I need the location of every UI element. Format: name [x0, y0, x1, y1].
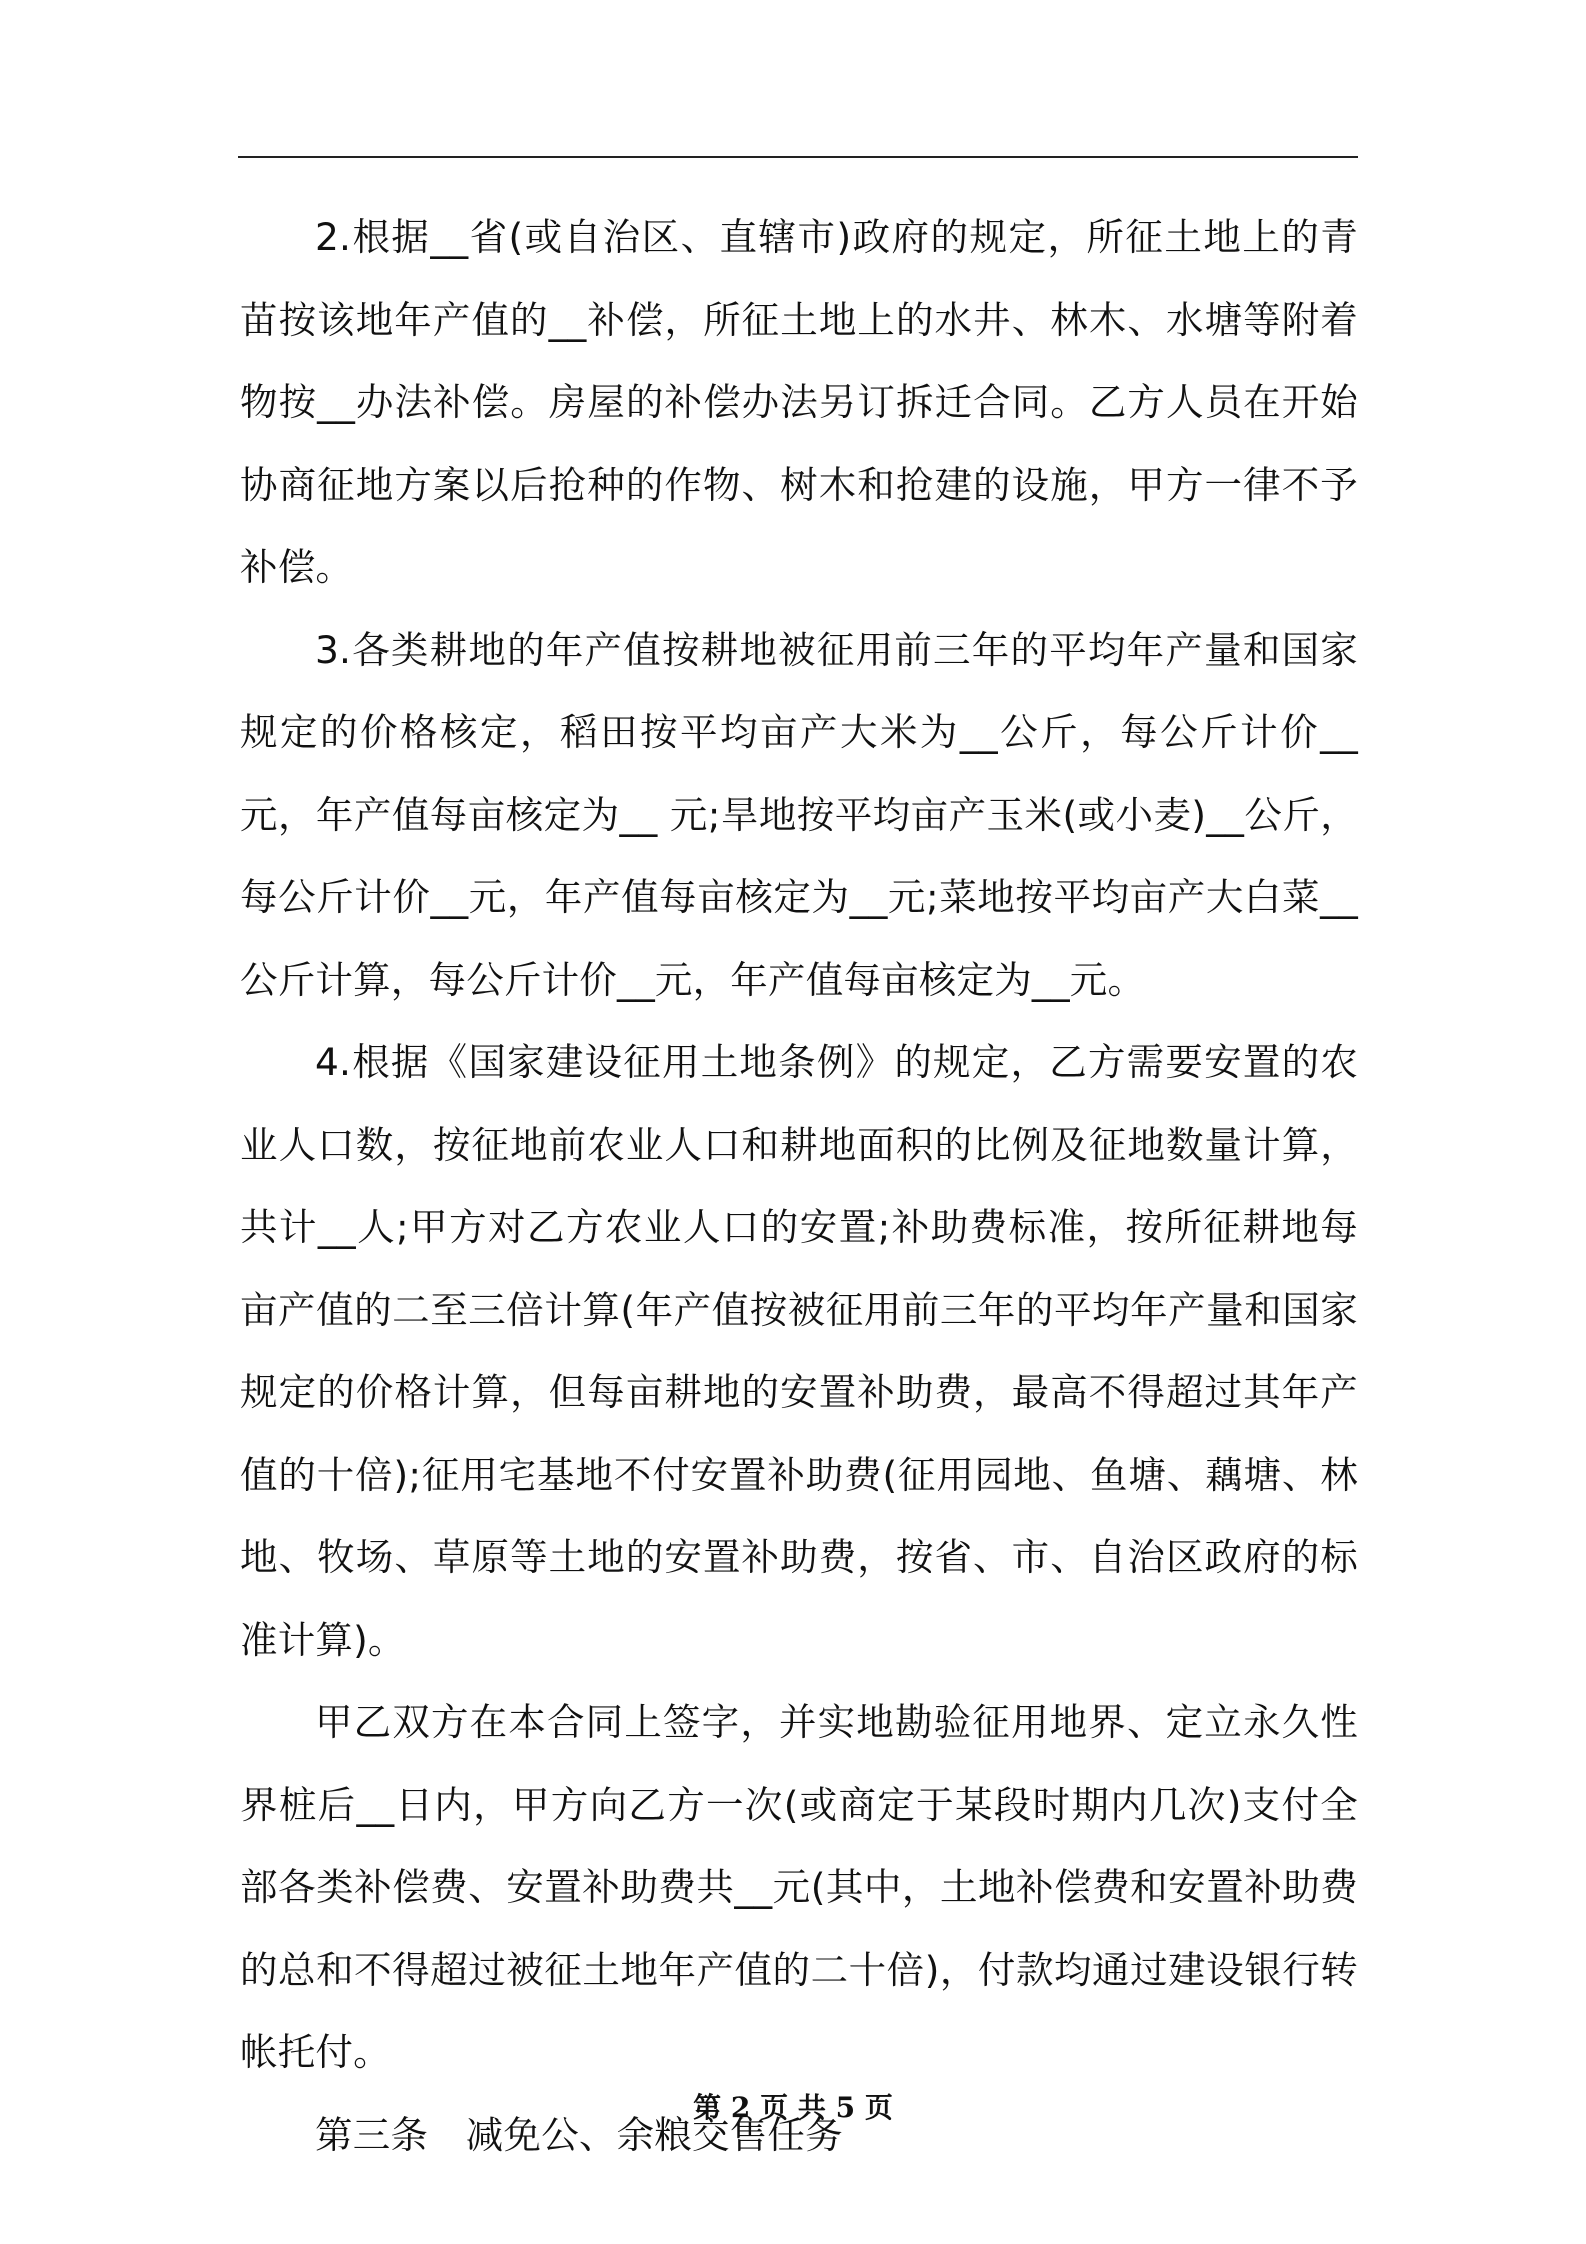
page-number: 第 2 页 共 5 页	[693, 2091, 893, 2124]
header-rule	[238, 156, 1358, 158]
document-body	[240, 196, 1358, 2176]
paragraph-payment-terms: 甲乙双方在本合同上签字，并实地勘验征用地界、定立永久性界桩后__日内，甲方向乙方一次(或商定于某段时期内几次)支付全部各类补偿费、安置补助费共__元(其中，土地补偿费和安置补助费的总和不得超过被征土地年产值的二十倍)，付款均通过建设银行转帐托付。	[240, 1700, 1358, 2074]
paragraph-3-annual-output-value: 3.各类耕地的年产值按耕地被征用前三年的平均年产量和国家规定的价格核定，稻田按平均亩产大米为__公斤，每公斤计价__元，年产值每亩核定为__ 元;旱地按平均亩产玉米(或小麦)__公斤，每公斤计价__元，年产值每亩核定为__元;菜地按平均亩产大白菜__公斤计算，每公斤计价__元，年产值每亩核定为__元。	[240, 627, 1358, 1002]
paragraph-4-resettlement-subsidy: 4.根据《国家建设征用土地条例》的规定，乙方需要安置的农业人口数，按征地前农业人口和耕地面积的比例及征地数量计算，共计__人;甲方对乙方农业人口的安置;补助费标准，按所征耕地每亩产值的二至三倍计算(年产值按被征用前三年的平均年产量和国家规定的价格计算，但每亩耕地的安置补助费，最高不得超过其年产值的十倍);征用宅基地不付安置补助费(征用园地、鱼塘、藕塘、林地、牧场、草原等土地的安置补助费，按省、市、自治区政府的标准计算)。	[240, 1040, 1358, 1662]
paragraph-2-crop-compensation: 2.根据__省(或自治区、直辖市)政府的规定，所征土地上的青苗按该地年产值的__补偿，所征土地上的水井、林木、水塘等附着物按__办法补偿。房屋的补偿办法另订拆迁合同。乙方人员在开始协商征地方案以后抢种的作物、树木和抢建的设施，甲方一律不予补偿。	[240, 215, 1358, 589]
article-3-heading: 第三条 减免公、余粮交售任务	[315, 2112, 843, 2157]
